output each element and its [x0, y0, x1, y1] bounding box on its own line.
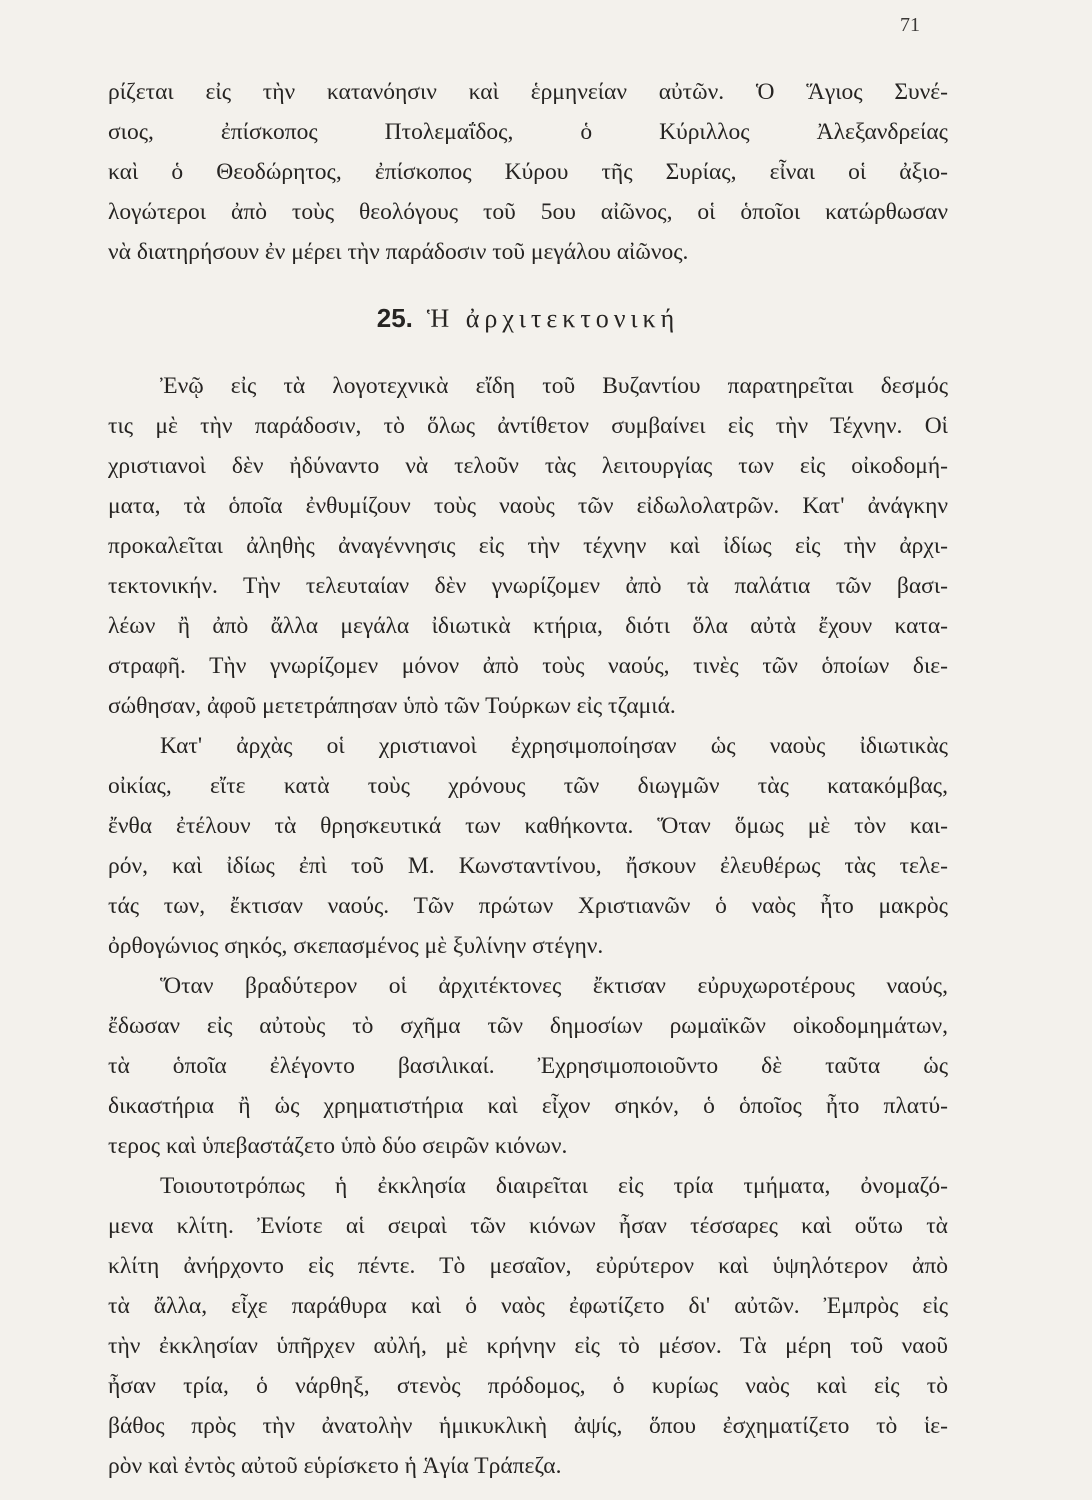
text-line: ἦσαν τρία, ὁ νάρθηξ, στενὸς πρόδομος, ὁ κυρίως ναὸς καὶ εἰς τὸ — [108, 1373, 948, 1399]
text-line: Ἐνῷ εἰς τὰ λογοτεχνικὰ εἴδη τοῦ Βυζαντίου παρατηρεῖται δεσμός — [160, 373, 948, 399]
paragraph — [108, 726, 948, 966]
text-line: ἔνθα ἐτέλουν τὰ θρησκευτικά των καθήκοντα. Ὅταν ὅμως μὲ τὸν και- — [108, 813, 948, 839]
text-line: ἔδωσαν εἰς αὐτοὺς τὸ σχῆμα τῶν δημοσίων ρωμαϊκῶν οἰκοδομημάτων, — [108, 1013, 948, 1039]
text-line: σιος, ἐπίσκοπος Πτολεμαΐδος, ὁ Κύριλλος Ἀλεξανδρείας — [108, 119, 948, 145]
text-line: δικαστήρια ἢ ὡς χρηματιστήρια καὶ εἶχον σηκόν, ὁ ὁποῖος ἦτο πλατύ- — [108, 1093, 948, 1119]
paragraph — [108, 966, 948, 1166]
text-line: οἰκίας, εἴτε κατὰ τοὺς χρόνους τῶν διωγμῶν τὰς κατακόμβας, — [108, 773, 948, 799]
text-line: ρίζεται εἰς τὴν κατανόησιν καὶ ἑρμηνείαν αὐτῶν. Ὁ Ἅγιος Συνέ- — [108, 79, 948, 105]
text-line: στραφῆ. Τὴν γνωρίζομεν μόνον ἀπὸ τοὺς ναούς, τινὲς τῶν ὁποίων διε- — [108, 653, 948, 679]
page-body — [108, 72, 948, 1486]
text-line: τις μὲ τὴν παράδοσιν, τὸ ὅλως ἀντίθετον συμβαίνει εἰς τὴν Τέχνην. Οἱ — [108, 413, 948, 439]
text-line: τάς των, ἔκτισαν ναούς. Τῶν πρώτων Χριστιανῶν ὁ ναὸς ἦτο μακρὸς — [108, 893, 948, 919]
paragraph-continuation — [108, 72, 948, 272]
text-line: ρόν, καὶ ἰδίως ἐπὶ τοῦ Μ. Κωνσταντίνου, ἤσκουν ἐλευθέρως τὰς τελε- — [108, 853, 948, 879]
text-line: τεκτονικήν. Τὴν τελευταίαν δὲν γνωρίζομεν ἀπὸ τὰ παλάτια τῶν βασι- — [108, 573, 948, 599]
section-number: 25. — [376, 303, 413, 333]
text-line: Κατ' ἀρχὰς οἱ χριστιανοὶ ἐχρησιμοποίησαν ὡς ναοὺς ἰδιωτικὰς — [160, 733, 948, 759]
text-line: Ὅταν βραδύτερον οἱ ἀρχιτέκτονες ἔκτισαν εὐρυχωροτέρους ναούς, — [160, 973, 948, 999]
text-line: ματα, τὰ ὁποῖα ἐνθυμίζουν τοὺς ναοὺς τῶν εἰδωλολατρῶν. Κατ' ἀνάγκην — [108, 493, 948, 519]
page-number: 71 — [900, 14, 920, 36]
text-line: λέων ἢ ἀπὸ ἄλλα μεγάλα ἰδιωτικὰ κτήρια, διότι ὅλα αὐτὰ ἔχουν κατα- — [108, 613, 948, 639]
text-line: προκαλεῖται ἀληθὴς ἀναγέννησις εἰς τὴν τέχνην καὶ ἰδίως εἰς τὴν ἀρχι- — [108, 533, 948, 559]
text-line: Τοιουτοτρόπως ἡ ἐκκλησία διαιρεῖται εἰς τρία τμήματα, ὀνομαζό- — [160, 1173, 948, 1199]
paragraph — [108, 366, 948, 726]
text-line: κλίτη ἀνήρχοντο εἰς πέντε. Τὸ μεσαῖον, εὐρύτερον καὶ ὑψηλότερον ἀπὸ — [108, 1253, 948, 1279]
text-line: χριστιανοὶ δὲν ἠδύναντο νὰ τελοῦν τὰς λειτουργίας των εἰς οἰκοδομή- — [108, 453, 948, 479]
section-heading — [108, 298, 948, 338]
text-line: νὰ διατηρήσουν ἐν μέρει τὴν παράδοσιν τοῦ μεγάλου αἰῶνος. — [108, 239, 689, 265]
text-line: ρὸν καὶ ἐντὸς αὐτοῦ εὑρίσκετο ἡ Ἁγία Τράπεζα. — [108, 1453, 562, 1479]
text-line: σώθησαν, ἀφοῦ μετετράπησαν ὑπὸ τῶν Τούρκων εἰς τζαμιά. — [108, 693, 676, 719]
text-line: τερος καὶ ὑπεβαστάζετο ὑπὸ δύο σειρῶν κιόνων. — [108, 1133, 568, 1159]
text-line: λογώτεροι ἀπὸ τοὺς θεολόγους τοῦ 5ου αἰῶνος, οἱ ὁποῖοι κατώρθωσαν — [108, 199, 948, 225]
text-line: ὀρθογώνιος σηκός, σκεπασμένος μὲ ξυλίνην στέγην. — [108, 933, 604, 959]
section-title: Ἡ ἀρχιτεκτονική — [426, 304, 680, 333]
text-line: βάθος πρὸς τὴν ἀνατολὴν ἡμικυκλικὴ ἀψίς, ὅπου ἐσχηματίζετο τὸ ἱε- — [108, 1413, 948, 1439]
text-line: καὶ ὁ Θεοδώρητος, ἐπίσκοπος Κύρου τῆς Συρίας, εἶναι οἱ ἀξιο- — [108, 159, 948, 185]
paragraph — [108, 1166, 948, 1486]
text-line: τὴν ἐκκλησίαν ὑπῆρχεν αὐλή, μὲ κρήνην εἰς τὸ μέσον. Τὰ μέρη τοῦ ναοῦ — [108, 1333, 948, 1359]
text-line: μενα κλίτη. Ἐνίοτε αἱ σειραὶ τῶν κιόνων ἦσαν τέσσαρες καὶ οὕτω τὰ — [108, 1213, 948, 1239]
text-line: τὰ ὁποῖα ἐλέγοντο βασιλικαί. Ἐχρησιμοποιοῦντο δὲ ταῦτα ὡς — [108, 1053, 948, 1079]
text-line: τὰ ἄλλα, εἶχε παράθυρα καὶ ὁ ναὸς ἐφωτίζετο δι' αὐτῶν. Ἐμπρὸς εἰς — [108, 1293, 948, 1319]
